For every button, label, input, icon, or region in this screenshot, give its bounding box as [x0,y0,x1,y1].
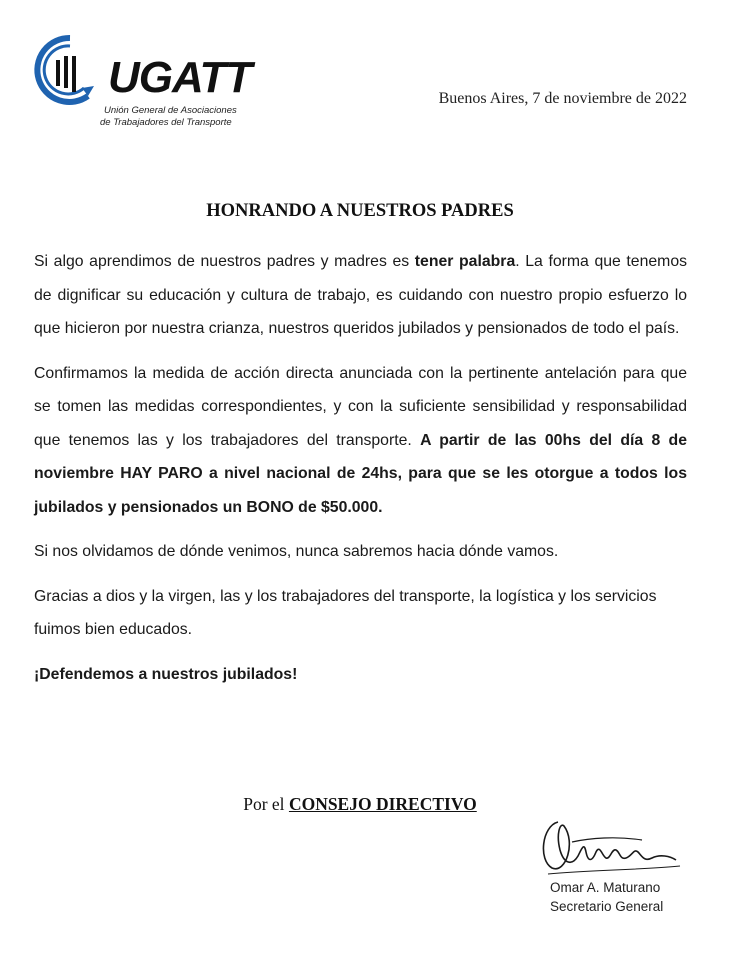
paragraph-4: Gracias a dios y la virgen, las y los trabajadores del transporte, la logística y los servicios fuimos bien educados. [34,587,657,638]
paragraph-1 [34,245,687,346]
logo-emblem-icon [30,30,110,110]
letter-date: Buenos Aires, 7 de noviembre de 2022 [438,90,687,107]
logo-wordmark: UGATT [108,53,252,102]
letter-title: HONRANDO A NUESTROS PADRES [206,201,514,221]
signature-block [520,812,720,917]
paragraph-1-text-c: . La forma que tenemos de dignificar su educación y cultura de trabajo, es cuidando con nuestro propio esfuerzo lo que hicieron por nuestra crianza, nuestros queridos jubilados y pensionados de todo el país. [34,253,688,337]
paragraph-2-bold: A partir de las 00hs del día 8 de noviembre HAY PARO a nivel nacional de 24hs, para que se les otorgue a todos los jubilados y pensionados un BONO de $50.000. [34,431,687,516]
paragraph-2 [34,357,687,525]
handwritten-signature-icon [520,812,700,882]
paragraph-2-text-a: Confirmamos la medida de acción directa anunciada con la pertinente antelación para que se tomen las medidas correspondientes, y con la suficiente sensibilidad y responsabilidad que tenemos las y los trabajadores del transporte. [34,364,687,449]
paragraph-3: Si nos olvidamos de dónde venimos, nunca sabremos hacia dónde vamos. [34,543,559,560]
paragraph-1-bold: tener palabra [414,253,516,270]
paragraph-5 [34,658,687,692]
letter-body [34,245,687,702]
ugatt-logo [30,30,252,140]
signer-name: Omar A. Maturano [550,880,661,895]
closing-council: CONSEJO DIRECTIVO [288,794,477,814]
signer-role: Secretario General [550,899,664,914]
closing-prefix: Por el [243,794,289,814]
logo-subtitle-line2: de Trabajadores del Transporte [100,117,232,128]
paragraph-5-bold: ¡Defendemos a nuestros jubilados! [34,665,298,683]
paragraph-1-text-a: Si algo aprendimos de nuestros padres y madres es [34,253,415,270]
logo-subtitle-line1: Unión General de Asociaciones [104,105,237,116]
